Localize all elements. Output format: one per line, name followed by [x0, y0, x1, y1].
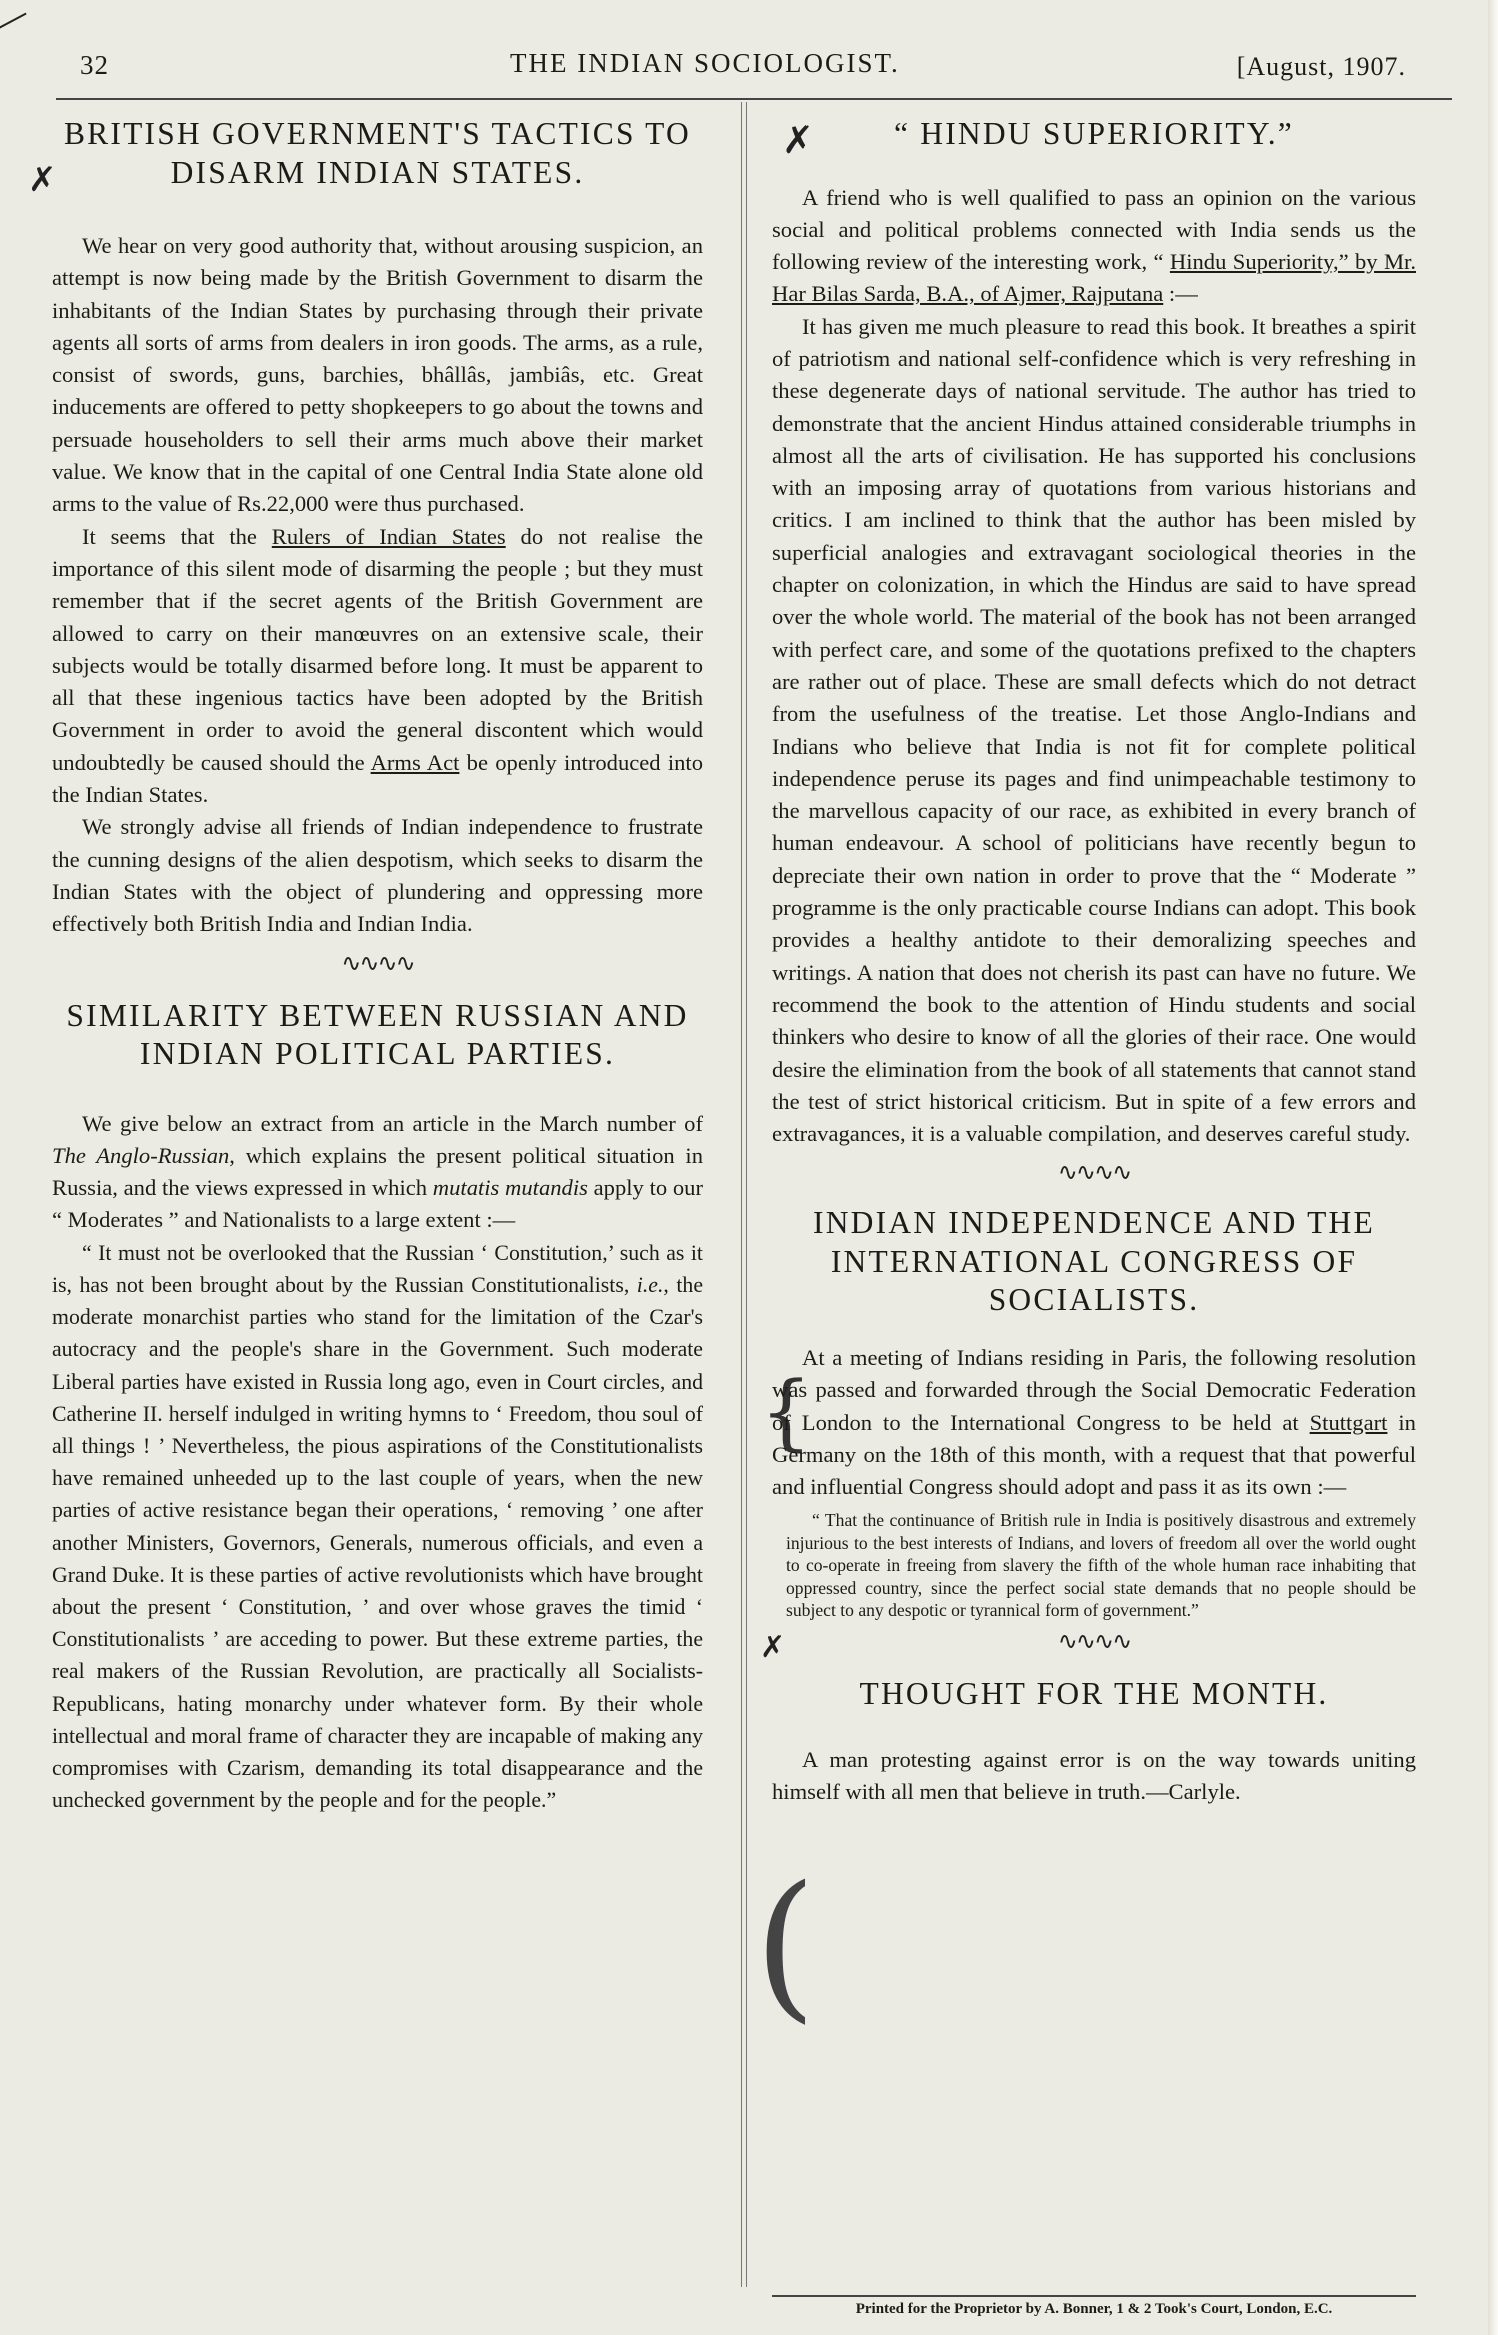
- journal-title: THE INDIAN SOCIOLOGIST.: [510, 48, 900, 78]
- ornament-divider: ∿∿∿∿: [1057, 1160, 1131, 1187]
- right-column: [772, 115, 1416, 1809]
- article-title: BRITISH GOVERNMENT'S TACTICS TO DISARM INDIAN STATES.: [63, 116, 692, 190]
- margin-cross-mark: ✗: [28, 160, 57, 200]
- article-paragraph: A friend who is well qualified to pass an opinion on the various social and political problems connected with India sends us the following review of the interesting work, “ Hindu Superiority,” by Mr. Har Bilas Sarda, B.A., of Ajmer, Rajputana :—: [772, 184, 1416, 307]
- page-edge: [1488, 0, 1498, 2335]
- margin-bracket: {: [760, 1365, 813, 1460]
- printer-imprint: Printed for the Proprietor by A. Bonner, 1 & 2 Took's Court, London, E.C.: [772, 2295, 1416, 2318]
- underlined-phrase: Rulers of Indian States: [271, 523, 506, 549]
- article-paragraph: At a meeting of Indians residing in Paris, the following resolution was passed and forwarded through the Social Democratic Federation of London to the International Congress to be held at Stuttgart in Germany on the 18th of this month, with a request that that powerful and influential Congress should adopt and pass it as its own :—: [772, 1344, 1416, 1500]
- margin-cross-mark: ✗: [760, 1630, 786, 1665]
- article-title: “ HINDU SUPERIORITY.”: [894, 116, 1294, 151]
- resolution-quote: “ That the continuance of British rule in India is positively disastrous and extremely injurious to the best interests of Indians, and lovers of freedom all over the world ought to co-operate in freeing from slavery the fifth of the whole human race inhabiting that oppressed country, since the perfect social state demands that no people should be subject to any despotic or tyrannical form of government.”: [786, 1510, 1416, 1621]
- corner-tick-mark: [0, 13, 41, 55]
- article-paragraph: We give below an extract from an article in the March number of The Anglo-Russian, which explains the present political situation in Russia, and the views expressed in which mutatis mutandis apply to our “ Moderates ” and Nationalists to a large extent :—: [52, 1110, 703, 1233]
- article-paragraph: We hear on very good authority that, without arousing suspicion, an attempt is now being made by the British Government to disarm the inhabitants of the Indian States by purchasing through their private agents all sorts of arms from dealers in iron goods. The arms, as a rule, consist of swords, guns, barchies, bhâllâs, jambiâs, etc. Great inducements are offered to petty shopkeepers to go about the towns and persuade householders to sell their arms much above their market value. We know that in the capital of one Central India State alone old arms to the value of Rs.22,000 were thus purchased.: [52, 233, 703, 517]
- page-number: 32: [80, 50, 109, 80]
- running-head: [80, 44, 1406, 88]
- article-paragraph: It seems that the Rulers of Indian States do not realise the importance of this silent mode of disarming the people ; but they must remember that if the secret agents of the British Government are allowed to carry on their manœuvres on an extensive scale, their subjects would be totally disarmed before long. It must be apparent to all that these ingenious tactics have been adopted by the British Government in order to avoid the general discontent which would undoubtedly be caused should the Arms Act be openly introduced into the Indian States.: [52, 523, 703, 808]
- ornament-divider: ∿∿∿∿: [1057, 1629, 1131, 1656]
- margin-cross-mark: ✗: [782, 118, 814, 162]
- article-title: SIMILARITY BETWEEN RUSSIAN AND INDIAN POLITICAL PARTIES.: [66, 997, 689, 1072]
- header-rule: [56, 98, 1452, 100]
- article-title: INDIAN INDEPENDENCE AND THE INTERNATIONAL CONGRESS OF SOCIALISTS.: [813, 1205, 1375, 1318]
- column-rule: [741, 102, 747, 2287]
- underlined-phrase: Hindu Superiority,” by Mr. Har Bilas Sarda, B.A., of Ajmer, Rajputana: [772, 249, 1416, 307]
- article-title: THOUGHT FOR THE MONTH.: [859, 1676, 1329, 1712]
- left-column: [52, 115, 703, 1816]
- article-paragraph: It has given me much pleasure to read this book. It breathes a spirit of patriotism and national self-confidence which is very refreshing in these degenerate days of national servitude. The author has tried to demonstrate that the ancient Hindus attained considerable triumphs in almost all the arts of civilisation. He has supported his conclusions with an imposing array of quotations from various historians and critics. I am inclined to think that the author has been misled by superficial analogies and extravagant sociological theories in the chapter on colonization, in which the Hindus are said to have spread over the whole world. The material of the book has not been arranged with perfect care, and some of the quotations prefixed to the chapters are rather out of place. These are small defects which do not detract from the usefulness of the treatise. Let those Anglo-Indians and Indians who believe that India is not fit for complete political independence peruse its pages and find unimpeachable testimony to the marvellous capacity of our race, as exhibited in every branch of human endeavour. A school of politicians have recently begun to depreciate their own nation in order to prove that the “ Moderate ” programme is the only practicable course Indians can adopt. This book provides a healthy antidote to their demoralizing speeches and writings. A nation that does not cherish its past can have no future. We recommend the book to the attention of Hindu students and social thinkers who desire to know of all the glories of their race. One would desire the elimination from the book of all statements that cannot stand the test of strict historical criticism. But in spite of a few errors and extravagances, it is a valuable compilation, and deserves careful study.: [772, 313, 1416, 1147]
- underlined-phrase: Arms Act: [370, 749, 460, 775]
- issue-date: [August, 1907.: [1236, 52, 1406, 81]
- article-paragraph: We strongly advise all friends of Indian independence to frustrate the cunning designs of the alien despotism, which seeks to disarm the Indian States with the object of plundering and oppressing more effectively both British India and Indian India.: [52, 814, 703, 937]
- article-paragraph: A man protesting against error is on the way towards uniting himself with all men that believe in truth.—Carlyle.: [772, 1746, 1416, 1805]
- article-quotation: “ It must not be overlooked that the Russian ‘ Constitution,’ such as it is, has not been brought about by the Russian Constitutionalists, i.e., the moderate monarchist parties who stand for the limitation of the Czar's autocracy and the people's share in the Government. Such moderate Liberal parties have existed in Russia long ago, even in Court circles, and Catherine II. herself indulged in writing hymns to ‘ Freedom, thou soul of all things ! ’ Nevertheless, the pious aspirations of the Constitutionalists have remained unheeded up to the last couple of years, when the new parties of active resistance began their operations, ‘ removing ’ one after another Ministers, Governors, Generals, numerous officials, and even a Grand Duke. It is these parties of active revolutionists which have brought about the present ‘ Constitution, ’ and over whose graves the timid ‘ Constitutionalists ’ are acceding to power. But these extreme parties, the real makers of the Russian Revolution, are practically all Socialists-Republicans, hating monarchy under whatever form. By their whole intellectual and moral frame of character they are incapable of making any compromises with Czarism, demanding its total disappearance and the unchecked government by the people and for the people.”: [52, 1240, 703, 1813]
- underlined-phrase: Stuttgart: [1309, 1409, 1388, 1435]
- ornament-divider: ∿∿∿∿: [341, 950, 414, 977]
- margin-bracket: (: [754, 1851, 817, 2038]
